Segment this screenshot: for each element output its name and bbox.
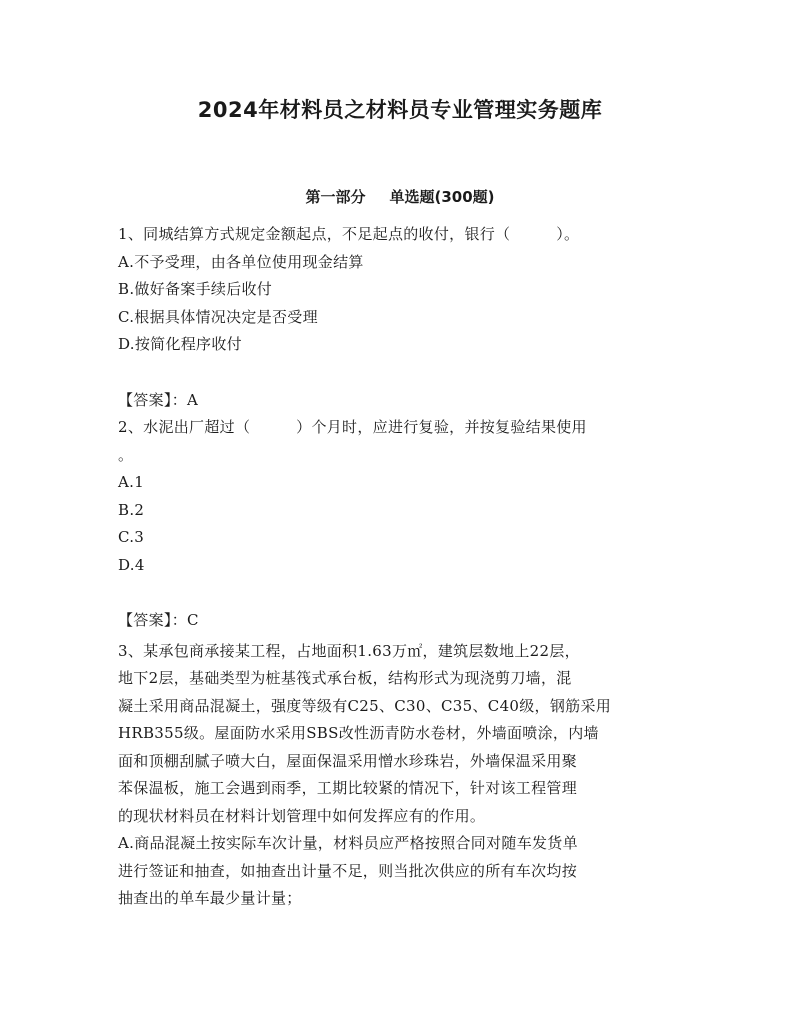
answer-1: 【答案】：A [118, 390, 199, 409]
question-2 [118, 414, 678, 579]
question-stem: 2、水泥出厂超过（ ）个月时，应进行复验，并按复验结果使用 [118, 418, 587, 436]
answer-2: 【答案】：C [118, 611, 199, 629]
option-a-continued: 进行签证和抽查，如抽查出计量不足，则当批次供应的所有车次均按 [118, 861, 578, 880]
option-b: B.做好备案手续后收付 [118, 280, 273, 298]
option-b: B.2 [118, 500, 145, 519]
question-1 [118, 221, 678, 359]
section-type-label: 单选题(300题) [389, 188, 495, 206]
option-a: A.不予受理，由各单位使用现金结算 [118, 252, 364, 271]
option-d: D.按简化程序收付 [118, 335, 242, 353]
question-stem-continued: 凝土采用商品混凝土，强度等级有C25、C30、C35、C40级，钢筋采用 [118, 696, 612, 715]
option-a: A.商品混凝土按实际车次计量，材料员应严格按照合同对随车发货单 [118, 834, 578, 852]
option-c: C.根据具体情况决定是否受理 [118, 307, 318, 326]
question-stem: 1、同城结算方式规定金额起点，不足起点的收付，银行（ ）。 [118, 225, 580, 243]
section-part-label: 第一部分 [305, 188, 366, 206]
question-stem-continued: 的现状材料员在材料计划管理中如何发挥应有的作用。 [118, 806, 486, 825]
option-a-continued: 抽查出的单车最少量计量； [118, 889, 302, 907]
question-list [118, 221, 678, 913]
document-title: 2024年材料员之材料员专业管理实务题库 [197, 98, 603, 122]
section-heading [0, 186, 800, 207]
question-stem-continued: 地下2层，基础类型为桩基筏式承台板，结构形式为现浇剪刀墙，混 [118, 669, 572, 687]
question-stem: 3、某承包商承接某工程，占地面积1.63万㎡，建筑层数地上22层， [118, 641, 580, 660]
option-d: D.4 [118, 555, 145, 574]
option-a: A.1 [118, 473, 145, 491]
question-stem-continued: 苯保温板，施工会遇到雨季，工期比较紧的情况下，针对该工程管理 [118, 779, 578, 797]
question-stem-continued: HRB355级。屋面防水采用SBS改性沥青防水卷材，外墙面喷涂，内墙 [118, 724, 599, 742]
option-c: C.3 [118, 528, 145, 546]
question-stem-continued: 面和顶棚刮腻子喷大白，屋面保温采用憎水珍珠岩，外墙保温采用聚 [118, 751, 578, 770]
question-stem-continued: 。 [118, 445, 134, 464]
question-3 [118, 638, 678, 913]
